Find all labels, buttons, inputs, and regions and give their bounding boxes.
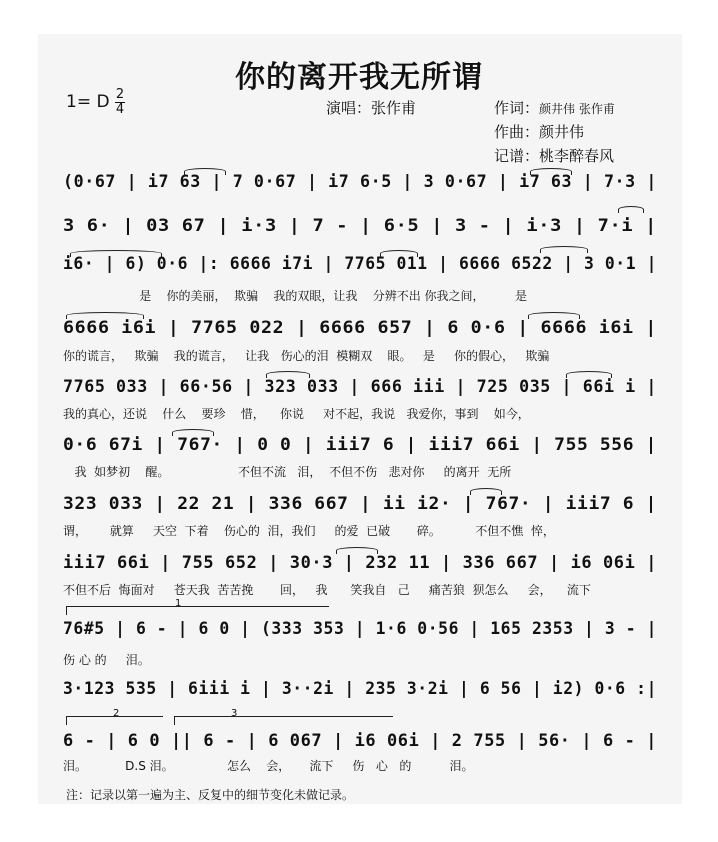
slur-mark <box>184 168 226 175</box>
lyricist-names: 颜井伟 张作甫 <box>539 102 615 116</box>
lyric-line: 我的真心，还说 什么 要珍 惜， 你说 对不起，我说 我爱你，事到 如今， <box>63 407 530 421</box>
notation-row-8 <box>63 553 657 579</box>
notation-text: 3·123 535 | 6iii i | 3··2i | 235 3·2i | 6 56 | i2) 0·6 :| <box>63 679 657 699</box>
lyricist-credit <box>494 97 615 118</box>
notation-row-11 <box>63 731 657 757</box>
slur-mark <box>540 246 588 253</box>
notation-text: 6 - | 6 0 || 6 - | 6 067 | i6 06i | 2 755 | 56· | 6 - | <box>63 731 657 751</box>
transcriber-label: 记谱： <box>494 147 540 165</box>
footnote: 注：记录以第一遍为主、反复中的细节变化未做记录。 <box>66 788 355 802</box>
volta-number: 2 <box>113 708 120 719</box>
notation-row-3 <box>63 254 657 280</box>
slur-mark <box>618 206 644 213</box>
lyric-line: 不但不后 悔面对 苍天我 苦苦挽 回， 我 笑我自 己 痛苦狼 狈怎么 会， 流下 <box>63 583 591 597</box>
notation-text: 323 033 | 22 21 | 336 667 | ii i2· | 767· | iii7 6 | <box>63 494 657 514</box>
notation-row-4 <box>63 318 657 344</box>
slur-mark <box>336 547 378 554</box>
composer-label: 作曲： <box>494 123 540 141</box>
lyric-line: 泪。 D.S 泪。 怎么 会， 流下 伤 心 的 泪。 <box>63 759 474 773</box>
composer-name: 颜井伟 <box>539 123 585 141</box>
time-signature-top: 2 <box>115 87 125 102</box>
lyric-line: 谓， 就算 天空 下着 伤心的 泪，我们 的爱 已破 碎。 不但不憔 悴， <box>63 524 555 538</box>
notation-row-9 <box>63 619 657 645</box>
notation-row-6 <box>63 435 657 461</box>
time-signature <box>115 88 125 117</box>
slur-mark <box>70 250 162 257</box>
slur-mark <box>528 312 580 319</box>
notation-row-1 <box>63 172 657 198</box>
lyric-line: 伤 心 的 泪。 <box>63 653 150 667</box>
notation-row-2 <box>63 216 657 242</box>
slur-mark <box>470 488 502 495</box>
slur-mark <box>66 312 144 319</box>
transcriber-name: 桃李醉春风 <box>539 147 615 165</box>
time-signature-bottom: 4 <box>115 102 125 117</box>
notation-text: 0·6 67i | 767· | 0 0 | iii7 6 | iii7 66i | 755 556 | <box>63 435 657 455</box>
volta-bracket-3 <box>174 708 393 725</box>
lyric-line: 我 如梦初 醒。 不但不流 泪， 不但不伤 悲对你 的离开 无所 <box>63 465 512 479</box>
volta-bracket-1 <box>66 598 329 615</box>
slur-mark <box>566 371 612 378</box>
singer-credit: 演唱：张作甫 <box>326 99 417 117</box>
lyric-line: 是 你的美丽， 欺骗 我的双眼，让我 分辨不出 你我之间， 是 <box>63 289 528 303</box>
notation-text: 3 6· | 03 67 | i·3 | 7 - | 6·5 | 3 - | i·3 | 7·i | <box>63 216 657 236</box>
notation-row-7 <box>63 494 657 520</box>
volta-number: 1 <box>175 598 182 609</box>
slur-mark <box>530 168 572 175</box>
key-signature: 1= D <box>66 92 110 112</box>
notation-text: 76#5 | 6 - | 6 0 | (333 353 | 1·6 0·56 | 165 2353 | 3 - | <box>63 619 657 639</box>
notation-text: iii7 66i | 755 652 | 30·3 | 232 11 | 336 667 | i6 06i | <box>63 553 657 573</box>
notation-row-10 <box>63 679 657 705</box>
lyric-line: 你的谎言， 欺骗 我的谎言， 让我 伤心的泪 模糊双 眼。 是 你的假心， 欺骗 <box>63 349 550 363</box>
transcriber-credit <box>494 145 614 166</box>
notation-text: 7765 033 | 66·56 | 323 033 | 666 iii | 725 035 | 66i i | <box>63 377 657 397</box>
notation-row-5 <box>63 377 657 403</box>
notation-text: (0·67 | i7 63 | 7 0·67 | i7 6·5 | 3 0·67 | i7 63 | 7·3 | <box>63 172 657 192</box>
song-title: 你的离开我无所谓 <box>235 60 483 95</box>
notation-text: 6666 i6i | 7765 022 | 6666 657 | 6 0·6 | 6666 i6i | <box>63 318 657 338</box>
slur-mark <box>266 371 310 378</box>
composer-credit <box>494 121 584 142</box>
volta-bracket-2 <box>66 708 163 725</box>
volta-number: 3 <box>231 708 238 719</box>
lyricist-label: 作词： <box>494 99 540 117</box>
slur-mark <box>172 429 214 436</box>
slur-mark <box>380 250 418 257</box>
notation-text: i6· | 6) 0·6 |: 6666 i7i | 7765 011 | 6666 6522 | 3 0·1 | <box>63 254 657 274</box>
